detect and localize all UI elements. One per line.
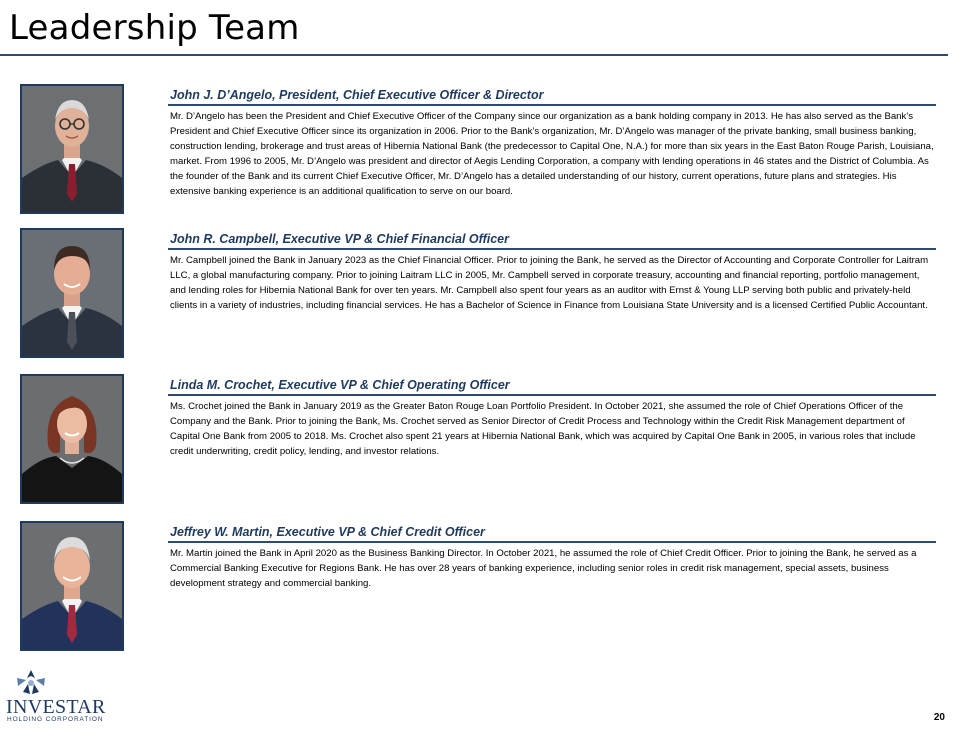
name-divider bbox=[168, 541, 936, 543]
name-divider bbox=[168, 394, 936, 396]
portrait-photo bbox=[20, 374, 124, 504]
portrait-photo bbox=[20, 228, 124, 358]
name-divider bbox=[168, 104, 936, 106]
investar-logo bbox=[4, 668, 106, 724]
title-divider bbox=[0, 54, 948, 56]
page-title: Leadership Team bbox=[9, 8, 300, 48]
executive-name: John R. Campbell, Executive VP & Chief Financial Officer bbox=[170, 232, 509, 246]
logo-subtitle: HOLDING CORPORATION bbox=[7, 716, 104, 723]
portrait-photo bbox=[20, 84, 124, 214]
executive-bio: Mr. Martin joined the Bank in April 2020 as the Business Banking Director. In October 2021, he assumed the role of Chief Credit Officer. Prior to joining the Bank, he served as a Commercial Banking Executive for Regions Bank. He has over 28 years of banking experience, including senior roles in credit risk management, special assets, business development strategy and commercial banking. bbox=[170, 548, 917, 589]
portrait-photo bbox=[20, 521, 124, 651]
executive-name: Linda M. Crochet, Executive VP & Chief Operating Officer bbox=[170, 378, 510, 392]
executive-name: John J. D’Angelo, President, Chief Executive Officer & Director bbox=[170, 88, 544, 102]
executive-bio: Mr. D’Angelo has been the President and Chief Executive Officer of the Company since our organization as a bank holding company in 2013. He has also served as the Bank’s President and Chief Executive Officer since its organization in 2006. Prior to the Bank’s organization, Mr. D’Angelo was manager of the private banking, small business banking, construction lending, brokerage and trust areas of Hibernia National Bank (the predecessor to Capital One, N.A.) for more than six years in the East Baton Rouge Parish, Louisiana, market. From 1996 to 2005, Mr. D’Angelo was president and director of Aegis Lending Corporation, a company with lending operations in 46 states and the District of Columbia. As the founder of the Bank and its current Chief Executive Officer, Mr. D’Angelo has a detailed understanding of our history, current operations, future plans and strategies. His extensive banking experience is an additional qualification to serve on our board. bbox=[170, 111, 934, 197]
name-divider bbox=[168, 248, 936, 250]
executive-name: Jeffrey W. Martin, Executive VP & Chief Credit Officer bbox=[170, 525, 485, 539]
logo-wordmark: INVESTAR bbox=[6, 696, 106, 718]
page-number: 20 bbox=[933, 712, 945, 723]
executive-bio: Ms. Crochet joined the Bank in January 2019 as the Greater Baton Rouge Loan Portfolio President. In October 2021, she assumed the role of Chief Operations Officer of the Company and the Bank. Prior to joining the Bank, Ms. Crochet served as Senior Director of Credit Process and Technology within the Credit Risk Management department of Capital One Bank from 2005 to 2018. Ms. Crochet also spent 21 years at Hibernia National Bank, which was acquired by Capital One Bank in 2005, in various roles that include credit underwriting, credit policy, lending, and investor relations. bbox=[170, 401, 916, 457]
logo-emblem-icon bbox=[14, 668, 48, 696]
executive-bio: Mr. Campbell joined the Bank in January 2023 as the Chief Financial Officer. Prior to joining the Bank, he served as the Director of Accounting and Corporate Controller for Laitram LLC, a global manufacturing company. Prior to joining Laitram LLC in 2005, Mr. Campbell served in corporate treasury, accounting and financial reporting, portfolio management, and lending roles for Hibernia National Bank for over ten years. Mr. Campbell also spent four years as an auditor with Ernst & Young LLP serving both public and privately-held clients in a variety of industries, including financial services. He has a Bachelor of Science in Finance from Louisiana State University and is a licensed Certified Public Accountant. bbox=[170, 255, 929, 311]
